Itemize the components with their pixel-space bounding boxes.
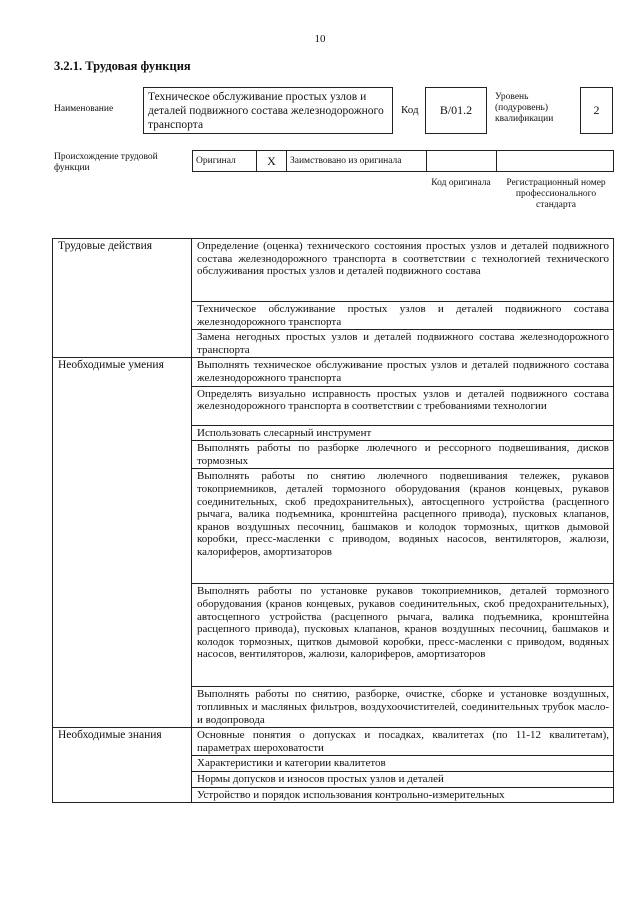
list-item: Техническое обслуживание простых узлов и деталей подвижного состава железнодорожного транспорта [192,302,614,330]
original-code-caption: Код оригинала [431,178,491,188]
qualification-level-value: 2 [580,87,613,134]
section-title-labor-actions: Трудовые действия [53,239,192,358]
list-item: Замена негодных простых узлов и деталей подвижного состава железнодорожного транспорта [192,330,614,358]
code-label: Код [401,104,419,116]
function-code-value: B/01.2 [425,87,487,134]
list-item: Определение (оценка) технического состояния простых узлов и деталей подвижного состава железнодорожного транспорта в соответствии с технологией технического обслуживания простых узлов и деталей подвижного состава [192,239,614,302]
name-label: Наименование [54,104,114,114]
list-item: Определять визуально исправность простых узлов и деталей подвижного состава железнодорожного транспорта в соответствии с требованиями технологии [192,386,614,425]
list-item: Выполнять работы по разборке люлечного и рессорного подвешивания, дисков тормозных [192,441,614,469]
original-mark: X [257,151,287,172]
list-item: Основные понятия о допусках и посадках, квалитетах (по 11-12 квалитетам), параметрах шероховатости [192,728,614,756]
original-label: Оригинал [193,151,257,172]
table-row [53,358,614,386]
list-item: Выполнять техническое обслуживание простых узлов и деталей подвижного состава железнодорожного транспорта [192,358,614,386]
page-number: 10 [314,33,326,45]
list-item: Устройство и порядок использования контрольно-измерительных [192,787,614,803]
function-name-value: Техническое обслуживание простых узлов и деталей подвижного состава железнодорожного транспорта [143,87,393,134]
qualification-level-label: Уровень (подуровень) квалификации [495,92,554,124]
section-title: 3.2.1. Трудовая функция [54,59,191,73]
origin-label: Происхождение трудовой функции [54,152,158,173]
function-details-table [52,238,614,803]
origin-table [192,150,614,172]
list-item: Выполнять работы по снятию люлечного подвешивания тележек, рукавов токоприемников, деталей тормозного оборудования (кранов концевых, рукавов соединительных, скоб предохранительных), автосцепного устройства (расцепного рычага, валика подъемника, кронштейна расцепного привода), пусковых клапанов, кранов воздушных песочниц, башмаков и колодок тормозных, щитков дымовой коробки, пресс-масленки с приводом, водяных насосов, вентиляторов, жалюзи, калориферов, амортизаторов [192,469,614,584]
registration-number-caption: Регистрационный номер профессионального стандарта [506,178,606,210]
borrowed-label: Заимствовано из оригинала [287,151,427,172]
list-item: Характеристики и категории квалитетов [192,756,614,772]
original-code-cell [427,151,497,172]
list-item: Нормы допусков и износов простых узлов и деталей [192,771,614,787]
table-row [53,239,614,302]
section-title-required-skills: Необходимые умения [53,358,192,728]
list-item: Выполнять работы по установке рукавов токоприемников, деталей тормозного оборудования (кранов концевых, рукавов соединительных, скоб предохранительных), автосцепного устройства (расцепного рычага, валика подъемника, кронштейна расцепного привода), пусковых клапанов, кранов воздушных песочниц, башмаков и колодок тормозных, щитков дымовой коробки, пресс-масленки с приводом, водяных насосов, вентиляторов, жалюзи, калориферов, амортизаторов [192,584,614,687]
table-row [53,728,614,756]
section-title-required-knowledge: Необходимые знания [53,728,192,803]
list-item: Выполнять работы по снятию, разборке, очистке, сборке и установке воздушных, топливных и масляных фильтров, воздухоочистителей, соединительных трубок масло- и водопровода [192,687,614,728]
list-item: Использовать слесарный инструмент [192,425,614,441]
registration-number-cell [497,151,614,172]
